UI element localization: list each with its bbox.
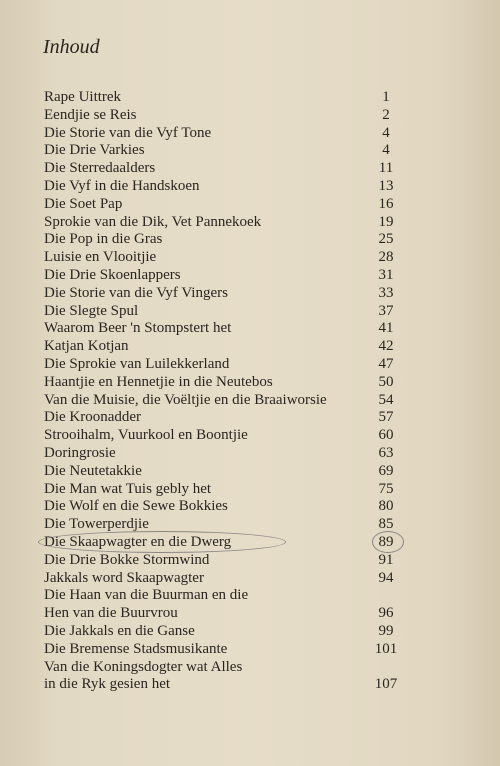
entry-title: Die Drie Bokke Stormwind xyxy=(44,551,210,568)
entry-title: Die Drie Skoenlappers xyxy=(44,266,181,283)
entry-title: Die Soet Pap xyxy=(44,195,123,212)
entry-title: Doringrosie xyxy=(44,444,116,461)
toc-entry xyxy=(44,356,406,374)
table-of-contents xyxy=(44,89,406,694)
entry-title: Die Bremense Stadsmusikante xyxy=(44,640,228,657)
toc-entry-circled xyxy=(44,534,406,552)
toc-entry xyxy=(44,142,406,160)
entry-page-number xyxy=(366,534,406,552)
entry-page-number: 75 xyxy=(378,480,394,497)
entry-title-text: Die Skaapwagter en die Dwerg xyxy=(44,533,232,550)
entry-page-number: 54 xyxy=(378,391,394,408)
entry-title: Sprokie van die Dik, Vet Pannekoek xyxy=(44,213,262,230)
entry-title: Die Neutetakkie xyxy=(44,462,142,479)
entry-page-number: 13 xyxy=(378,177,394,194)
entry-page-number: 91 xyxy=(378,551,394,568)
toc-entry xyxy=(44,445,406,463)
entry-page-number: 4 xyxy=(382,142,390,159)
entry-page-number: 1 xyxy=(382,89,390,105)
toc-entry xyxy=(44,178,406,196)
entry-title: Katjan Kotjan xyxy=(44,338,129,355)
entry-title-line: in die Ryk gesien het xyxy=(44,676,171,693)
toc-entry xyxy=(44,623,406,641)
entry-title-line: Hen van die Buurvrou xyxy=(44,605,178,622)
entry-title: Eendjie se Reis xyxy=(44,106,137,123)
entry-title xyxy=(44,534,231,552)
entry-title: Die Storie van die Vyf Tone xyxy=(44,124,212,141)
toc-entry xyxy=(44,320,406,338)
entry-title: Die Pop in die Gras xyxy=(44,231,163,248)
entry-page-number-text: 89 xyxy=(378,533,394,550)
entry-title: Die Towerperdjie xyxy=(44,516,149,533)
entry-page-number: 107 xyxy=(374,676,398,693)
entry-title: Die Kroonadder xyxy=(44,409,142,426)
entry-title: Haantjie en Hennetjie in die Neutebos xyxy=(44,373,273,390)
toc-heading: Inhoud xyxy=(43,36,100,58)
entry-title: Jakkals word Skaapwagter xyxy=(44,569,204,586)
entry-title: Die Slegte Spul xyxy=(44,302,139,319)
toc-entry xyxy=(44,338,406,356)
toc-entry xyxy=(44,570,406,588)
entry-page-number: 11 xyxy=(378,160,394,177)
toc-entry xyxy=(44,107,406,125)
toc-entry xyxy=(44,587,406,623)
entry-title: Die Sprokie van Luilekkerland xyxy=(44,355,230,372)
entry-title: Strooihalm, Vuurkool en Boontjie xyxy=(44,427,248,444)
entry-title: Luisie en Vlooitjie xyxy=(44,249,157,266)
toc-entry xyxy=(44,498,406,516)
entry-page-number: 41 xyxy=(378,320,394,337)
entry-title: Waarom Beer 'n Stompstert het xyxy=(44,320,232,337)
toc-entry xyxy=(44,303,406,321)
toc-entry xyxy=(44,214,406,232)
toc-entry xyxy=(44,374,406,392)
entry-title-line: Van die Koningsdogter wat Alles xyxy=(44,658,243,675)
entry-page-number: 47 xyxy=(378,355,394,372)
entry-page-number: 33 xyxy=(378,284,394,301)
entry-title-line: Die Haan van die Buurman en die xyxy=(44,587,249,604)
entry-page-number: 19 xyxy=(378,213,394,230)
entry-title: Die Man wat Tuis gebly het xyxy=(44,480,212,497)
entry-title: Van die Muisie, die Voëltjie en die Braaiworsie xyxy=(44,391,327,408)
entry-page-number: 80 xyxy=(378,498,394,515)
entry-title: Die Drie Varkies xyxy=(44,142,145,159)
entry-page-number: 60 xyxy=(378,427,394,444)
entry-title: Die Storie van die Vyf Vingers xyxy=(44,284,228,301)
entry-page-number: 28 xyxy=(378,249,394,266)
toc-entry xyxy=(44,392,406,410)
entry-title: Die Jakkals en die Ganse xyxy=(44,622,195,639)
entry-title: Rape Uittrek xyxy=(44,89,122,105)
entry-title: Die Vyf in die Handskoen xyxy=(44,177,200,194)
toc-entry xyxy=(44,409,406,427)
toc-entry xyxy=(44,89,406,107)
toc-entry xyxy=(44,267,406,285)
toc-entry xyxy=(44,160,406,178)
toc-entry xyxy=(44,481,406,499)
entry-page-number: 69 xyxy=(378,462,394,479)
entry-page-number: 4 xyxy=(382,124,390,141)
entry-page-number: 85 xyxy=(378,516,394,533)
toc-entry xyxy=(44,285,406,303)
entry-page-number: 2 xyxy=(382,106,390,123)
toc-entry xyxy=(44,463,406,481)
toc-entry xyxy=(44,659,406,695)
entry-page-number: 42 xyxy=(378,338,394,355)
entry-page-number: 50 xyxy=(378,373,394,390)
entry-page-number: 37 xyxy=(378,302,394,319)
entry-page-number: 99 xyxy=(378,622,394,639)
entry-page-number: 16 xyxy=(378,195,394,212)
entry-page-number: 31 xyxy=(378,266,394,283)
entry-page-number: 25 xyxy=(378,231,394,248)
entry-page-number: 57 xyxy=(378,409,394,426)
entry-page-number: 96 xyxy=(378,605,394,622)
toc-entry xyxy=(44,125,406,143)
toc-entry xyxy=(44,516,406,534)
entry-title xyxy=(44,659,242,695)
entry-page-number: 94 xyxy=(378,569,394,586)
entry-page-number: 101 xyxy=(374,640,398,657)
toc-entry xyxy=(44,249,406,267)
entry-title xyxy=(44,587,248,623)
toc-entry xyxy=(44,641,406,659)
toc-entry xyxy=(44,196,406,214)
toc-entry xyxy=(44,552,406,570)
toc-entry xyxy=(44,427,406,445)
entry-page-number: 63 xyxy=(378,444,394,461)
entry-title: Die Sterredaalders xyxy=(44,160,156,177)
toc-entry xyxy=(44,231,406,249)
entry-title: Die Wolf en die Sewe Bokkies xyxy=(44,498,228,515)
